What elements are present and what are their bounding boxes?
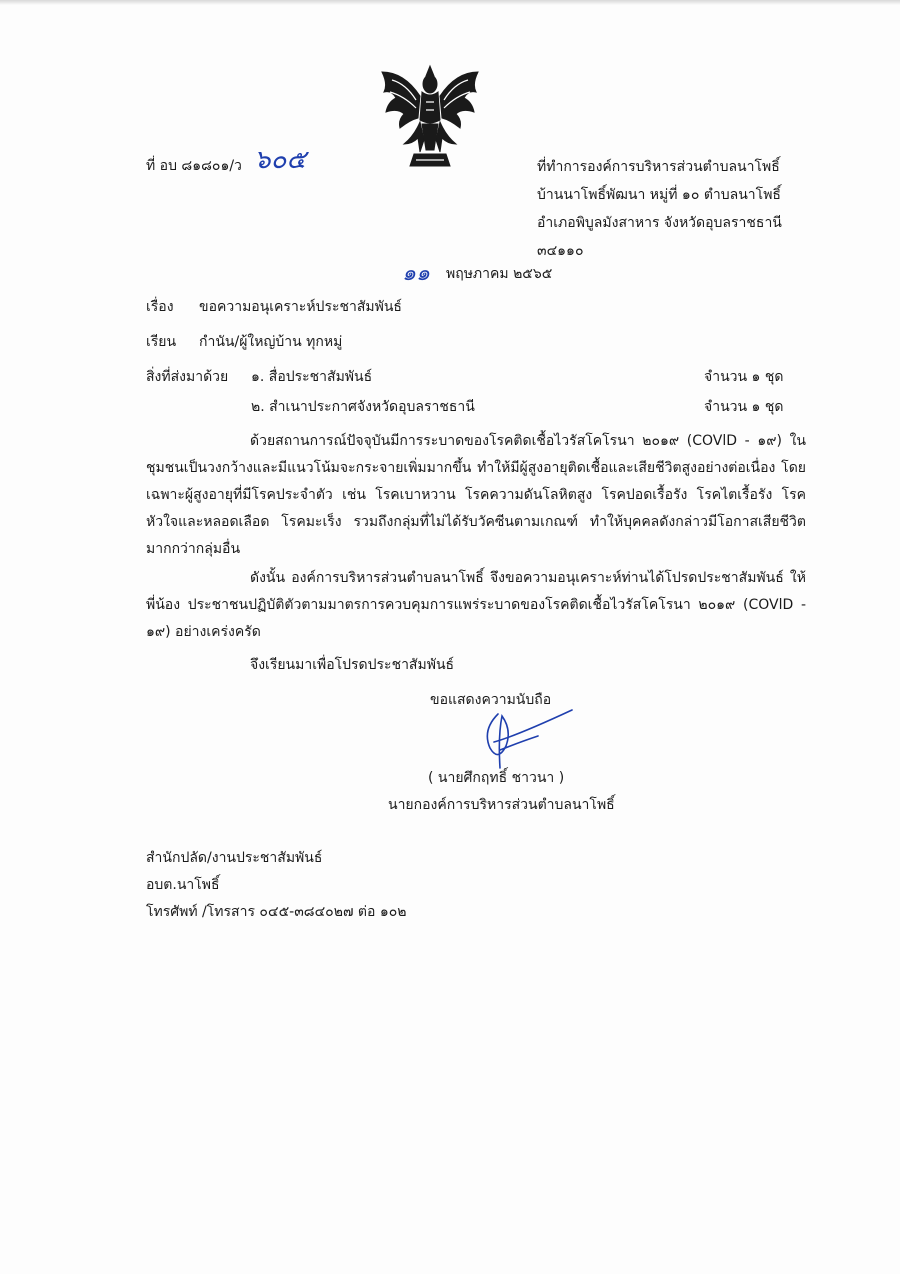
footer-line: สำนักปลัด/งานประชาสัมพันธ์ — [146, 850, 323, 866]
footer-line: โทรศัพท์ /โทรสาร ๐๔๕-๓๘๔๐๒๗ ต่อ ๑๐๒ — [146, 904, 407, 920]
closing-request: จึงเรียนมาเพื่อโปรดประชาสัมพันธ์ — [250, 657, 455, 673]
enclosures-label: สิ่งที่ส่งมาด้วย — [146, 369, 229, 385]
doc-number-handwritten: ๖๐๕ — [254, 145, 307, 175]
body-paragraph-1-text: ด้วยสถานการณ์ปัจจุบันมีการระบาดของโรคติดเชื้อไวรัสโคโรนา ๒๐๑๙ (COVlD - ๑๙) ในชุมชนเป็นวงกว้างและมีแนวโน้มจะกระจายเพิ่มมากขึ้น ทำให้มีผู้สูงอายุติดเชื้อและเสียชีวิตสูงอย่างต่อเนื่อง โดยเฉพาะผู้สูงอายุที่มีโรคประจำตัว เช่น โรคเบาหวาน โรคความดันโลหิตสูง โรคปอดเรื้อรัง โรคไตเรื้อรัง โรคหัวใจและหลอดเลือด โรคมะเร็ง รวมถึงกลุ่มที่ไม่ได้รับวัคซีนตามเกณฑ์ ทำให้บุคคลดังกล่าวมีโอกาสเสียชีวิตมากกว่ากลุ่มอื่น — [146, 433, 806, 557]
subject-text: ขอความอนุเคราะห์ประชาสัมพันธ์ — [199, 299, 402, 315]
enclosure-item: ๑. สื่อประชาสัมพันธ์ — [251, 369, 373, 385]
sender-address-line: ๓๔๑๑๐ — [537, 243, 584, 259]
doc-number: ที่ อบ ๘๑๘๐๑/ว — [146, 158, 242, 174]
sender-address-line: บ้านนาโพธิ์พัฒนา หมู่ที่ ๑๐ ตำบลนาโพธิ์ — [537, 187, 781, 203]
subject-label: เรื่อง — [146, 299, 174, 315]
enclosure-qty: จำนวน ๑ ชุด — [704, 369, 784, 385]
body-paragraph-1 — [146, 428, 806, 563]
to-text: กำนัน/ผู้ใหญ่บ้าน ทุกหมู่ — [199, 334, 343, 350]
scan-edge — [0, 0, 900, 5]
enclosure-item: ๒. สำเนาประกาศจังหวัดอุบลราชธานี — [251, 399, 475, 415]
sender-address-line: ที่ทำการองค์การบริหารส่วนตำบลนาโพธิ์ — [537, 159, 780, 175]
footer-contact — [146, 845, 407, 926]
signer-name: ( นายศึกฤทธิ์ ชาวนา ) — [428, 770, 565, 786]
sender-address-line: อำเภอพิบูลมังสาหาร จังหวัดอุบลราชธานี — [537, 215, 782, 231]
body-paragraph-2 — [146, 565, 806, 646]
body-paragraph-2-text: ดังนั้น องค์การบริหารส่วนตำบลนาโพธิ์ จึงขอความอนุเคราะห์ท่านได้โปรดประชาสัมพันธ์ ให้พี่น้อง ประชาชนปฏิบัติตัวตามมาตรการควบคุมการแพร่ระบาดของโรคติดเชื้อไวรัสโคโรนา ๒๐๑๙ (COVlD - ๑๙) อย่างเคร่งครัด — [146, 570, 806, 640]
signer-position: นายกองค์การบริหารส่วนตำบลนาโพธิ์ — [388, 797, 615, 813]
enclosure-qty: จำนวน ๑ ชุด — [704, 399, 784, 415]
garuda-emblem-icon — [374, 62, 486, 170]
signature-icon — [476, 706, 576, 776]
sender-address — [537, 153, 782, 265]
footer-line: อบต.นาโพธิ์ — [146, 877, 220, 893]
date-text: พฤษภาคม ๒๕๖๕ — [446, 266, 553, 282]
to-label: เรียน — [146, 334, 177, 350]
complimentary-close: ขอแสดงความนับถือ — [430, 692, 552, 708]
date-day-handwritten: ๑๑ — [402, 261, 430, 286]
